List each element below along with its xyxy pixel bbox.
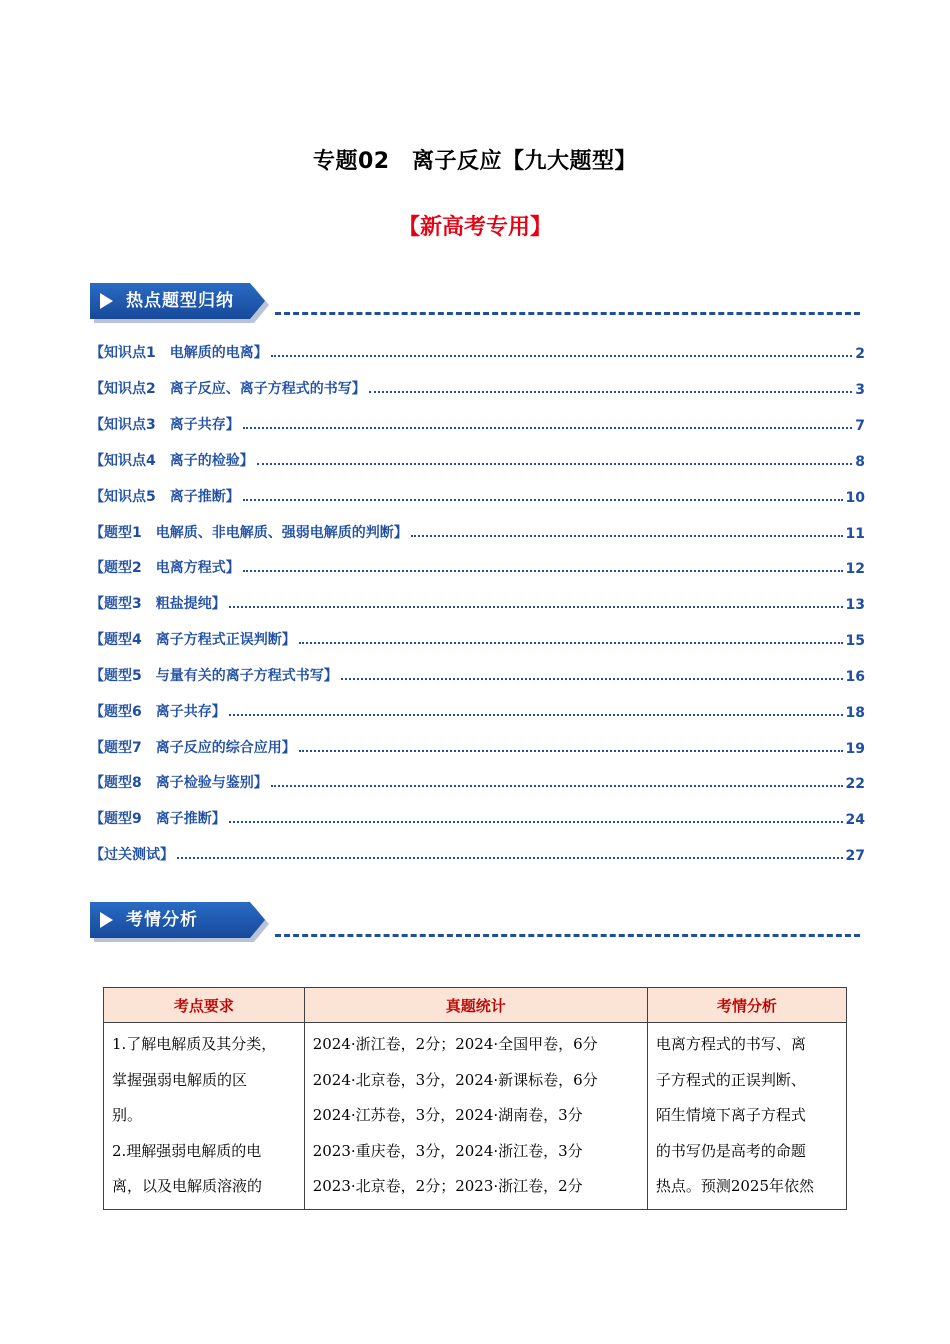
section-divider	[275, 934, 860, 937]
toc-entry[interactable]	[90, 701, 865, 721]
toc-leader	[271, 354, 853, 357]
cell-line: 2023·重庆卷，3分，2024·浙江卷，3分	[312, 1141, 583, 1160]
toc-leader	[229, 713, 843, 716]
toc-entry-label: 【题型7 离子反应的综合应用】	[90, 740, 296, 756]
page-subtitle: 【新高考专用】	[397, 215, 552, 240]
toc-entry-label: 【知识点1 电解质的电离】	[90, 345, 268, 361]
toc-entry-page: 13	[845, 597, 865, 613]
toc-entry-page: 12	[845, 561, 865, 577]
toc-entry-label: 【题型2 电离方程式】	[90, 560, 240, 576]
toc-entry[interactable]	[90, 450, 865, 470]
column-header: 考点要求	[104, 988, 305, 1023]
toc-entry-page: 11	[845, 526, 865, 542]
toc-entry-page: 7	[855, 418, 865, 434]
toc-leader	[243, 498, 843, 501]
toc-entry-label: 【知识点5 离子推断】	[90, 489, 240, 505]
toc-leader	[271, 784, 843, 787]
cell-line: 2023·北京卷，2分；2023·浙江卷，2分	[312, 1177, 583, 1195]
cell-line: 陌生情境下离子方程式	[655, 1106, 806, 1124]
toc-entry[interactable]	[90, 378, 865, 398]
cell-line: 电离方程式的书写、离	[655, 1035, 806, 1053]
toc-leader	[229, 605, 843, 608]
analysis-section-title: 考情分析	[126, 910, 198, 930]
toc-entry-label: 【题型4 离子方程式正误判断】	[90, 632, 296, 648]
toc-entry[interactable]	[90, 522, 865, 542]
toc-entry[interactable]	[90, 844, 865, 864]
toc-entry-label: 【题型6 离子共存】	[90, 704, 226, 720]
column-header: 考情分析	[647, 988, 846, 1023]
toc-entry-label: 【知识点4 离子的检验】	[90, 453, 254, 469]
toc-entry-page: 19	[845, 741, 865, 757]
toc-entry-page: 18	[845, 705, 865, 721]
toc-entry[interactable]	[90, 737, 865, 757]
cell-line: 2024·北京卷，3分，2024·新课标卷，6分	[312, 1070, 598, 1089]
toc-entry[interactable]	[90, 808, 865, 828]
table-header-row	[104, 988, 847, 1023]
toc-leader	[243, 426, 853, 429]
toc-leader	[411, 534, 843, 537]
table-row	[104, 1023, 847, 1210]
exam-analysis-table	[103, 987, 847, 1210]
cell-line: 1.了解电解质及其分类，	[112, 1035, 277, 1053]
toc-entry-label: 【题型5 与量有关的离子方程式书写】	[90, 668, 338, 684]
analysis-cell	[647, 1023, 846, 1210]
toc-leader	[177, 856, 843, 859]
play-arrow-icon	[100, 293, 113, 309]
toc-entry-page: 15	[845, 633, 865, 649]
requirements-cell	[104, 1023, 305, 1210]
cell-line: 离，以及电解质溶液的	[112, 1177, 263, 1195]
cell-line: 别。	[112, 1106, 143, 1124]
cell-line: 热点。预测2025年依然	[655, 1177, 815, 1195]
toc-entry-label: 【题型8 离子检验与鉴别】	[90, 775, 268, 791]
toc-entry-label: 【知识点3 离子共存】	[90, 417, 240, 433]
toc-entry-page: 8	[855, 454, 865, 470]
toc-entry-page: 3	[855, 382, 865, 398]
toc-entry-page: 22	[845, 776, 865, 792]
cell-line: 2.理解强弱电解质的电	[112, 1141, 262, 1160]
column-header: 真题统计	[304, 988, 647, 1023]
toc-leader	[299, 749, 843, 752]
analysis-section-banner	[90, 902, 265, 938]
stats-cell	[304, 1023, 647, 1210]
toc-entry[interactable]	[90, 342, 865, 362]
toc-entry[interactable]	[90, 665, 865, 685]
cell-line: 2024·浙江卷，2分；2024·全国甲卷，6分	[312, 1035, 598, 1053]
cell-line: 掌握强弱电解质的区	[112, 1070, 248, 1089]
toc-leader	[243, 569, 843, 572]
cell-line: 的书写仍是高考的命题	[655, 1141, 806, 1160]
toc-entry-page: 24	[845, 812, 865, 828]
toc-entry-page: 16	[845, 669, 865, 685]
toc-entry[interactable]	[90, 629, 865, 649]
toc-entry-page: 10	[845, 490, 865, 506]
cell-line: 子方程式的正误判断、	[655, 1070, 806, 1089]
toc-leader	[369, 390, 853, 393]
toc-leader	[229, 820, 843, 823]
toc-leader	[257, 462, 853, 465]
toc-entry[interactable]	[90, 557, 865, 577]
toc-leader	[341, 677, 843, 680]
toc-entry[interactable]	[90, 486, 865, 506]
toc-entry-label: 【题型1 电解质、非电解质、强弱电解质的判断】	[90, 525, 408, 541]
toc-entry-label: 【题型3 粗盐提纯】	[90, 596, 226, 612]
page-title: 专题02 离子反应【九大题型】	[312, 149, 638, 174]
toc-entry-page: 2	[855, 346, 865, 362]
toc-section-title: 热点题型归纳	[126, 291, 234, 311]
toc-entry-label: 【知识点2 离子反应、离子方程式的书写】	[90, 381, 366, 397]
play-arrow-icon	[100, 912, 113, 928]
cell-line: 2024·江苏卷，3分，2024·湖南卷，3分	[312, 1106, 583, 1124]
toc-section-banner	[90, 283, 265, 319]
toc-entry-label: 【过关测试】	[90, 847, 174, 863]
toc-entry[interactable]	[90, 414, 865, 434]
toc-entry-page: 27	[845, 848, 865, 864]
toc-leader	[299, 641, 843, 644]
toc-entry[interactable]	[90, 593, 865, 613]
toc-entry-label: 【题型9 离子推断】	[90, 811, 226, 827]
section-divider	[275, 312, 860, 315]
toc-entry[interactable]	[90, 772, 865, 792]
